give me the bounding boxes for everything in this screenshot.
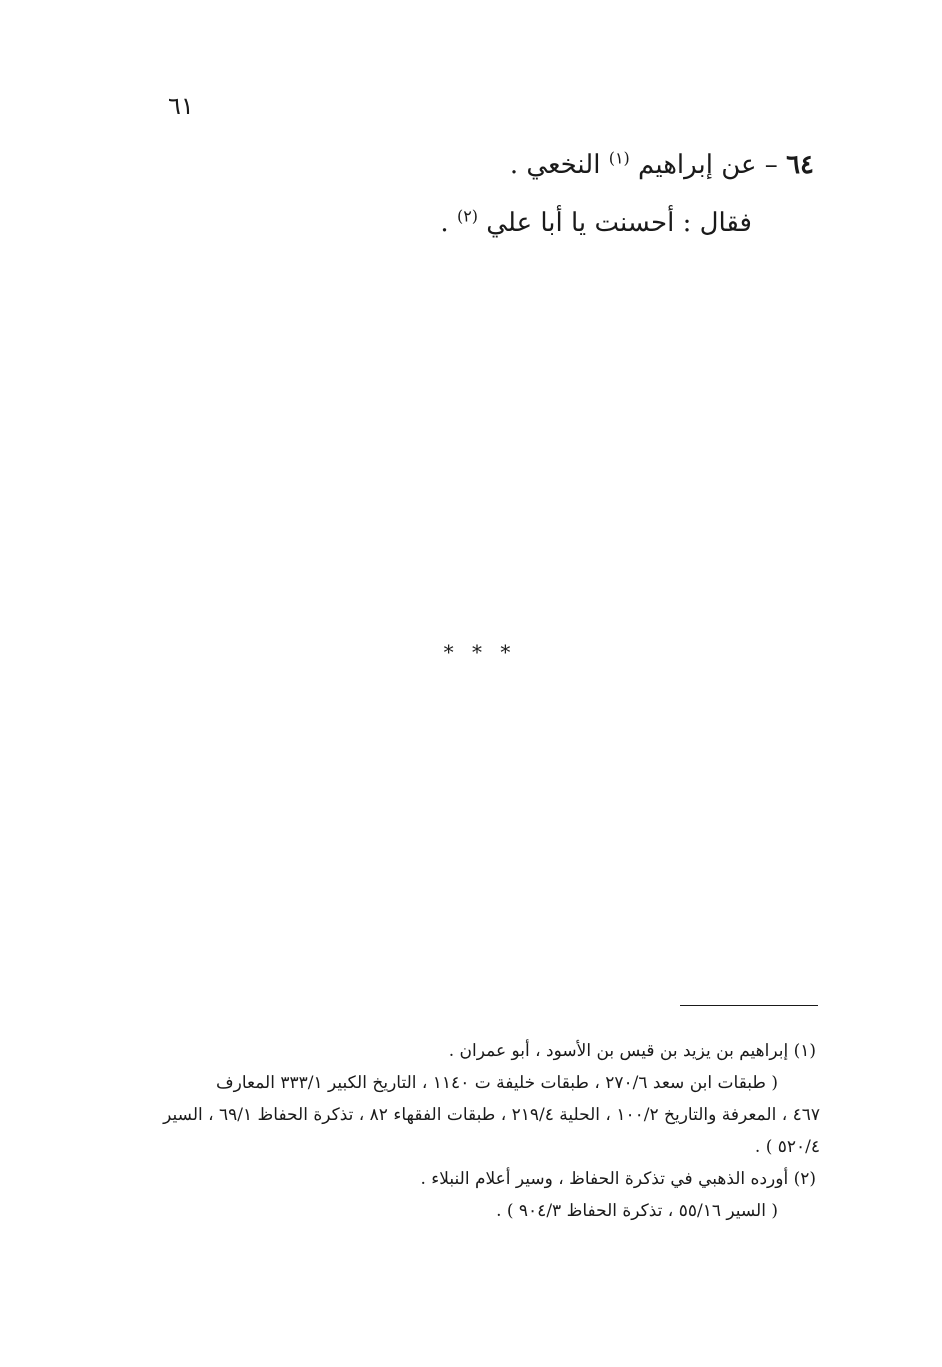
footnote-ref-1[interactable]: (١) <box>608 148 630 168</box>
section-separator: * * * <box>443 640 517 664</box>
footnote-divider <box>680 1005 818 1006</box>
entry-heading-text-end: النخعي . <box>509 150 609 180</box>
footnote-1-sources-end: ٥٢٠/٤ ) . <box>754 1137 820 1157</box>
page-number: ٦١ <box>168 92 194 120</box>
footnotes <box>150 1035 820 1227</box>
entry-number: ٦٤ <box>786 150 814 180</box>
entry-text <box>192 208 752 238</box>
entry-body-text-end: . <box>440 208 457 238</box>
footnote-1-sources-cont: ٤٦٧ ، المعرفة والتاريخ ١٠٠/٢ ، الحلية ٢١٩/٤ ، طبقات الفقهاء ٨٢ ، تذكرة الحفاظ ٦٩/١ ، السير <box>163 1105 820 1125</box>
entry-body-text: فقال : أحسنت يا أبا علي <box>478 208 752 238</box>
entry-heading-text: – عن إبراهيم <box>629 150 787 180</box>
footnote-1-sources: ( طبقات ابن سعد ٢٧٠/٦ ، طبقات خليفة ت ١١٤٠ ، التاريخ الكبير ٣٣٣/١ المعارف <box>216 1073 778 1093</box>
entry-heading <box>254 150 814 180</box>
footnote-2-title: (٢) أورده الذهبي في تذكرة الحفاظ ، وسير أعلام النبلاء . <box>420 1169 816 1189</box>
footnote-1-title: (١) إبراهيم بن يزيد بن قيس بن الأسود ، أبو عمران . <box>448 1041 816 1061</box>
footnote-2-sources: ( السير ٥٥/١٦ ، تذكرة الحفاظ ٩٠٤/٣ ) . <box>496 1201 778 1221</box>
footnote-ref-2[interactable]: (٢) <box>456 206 479 226</box>
